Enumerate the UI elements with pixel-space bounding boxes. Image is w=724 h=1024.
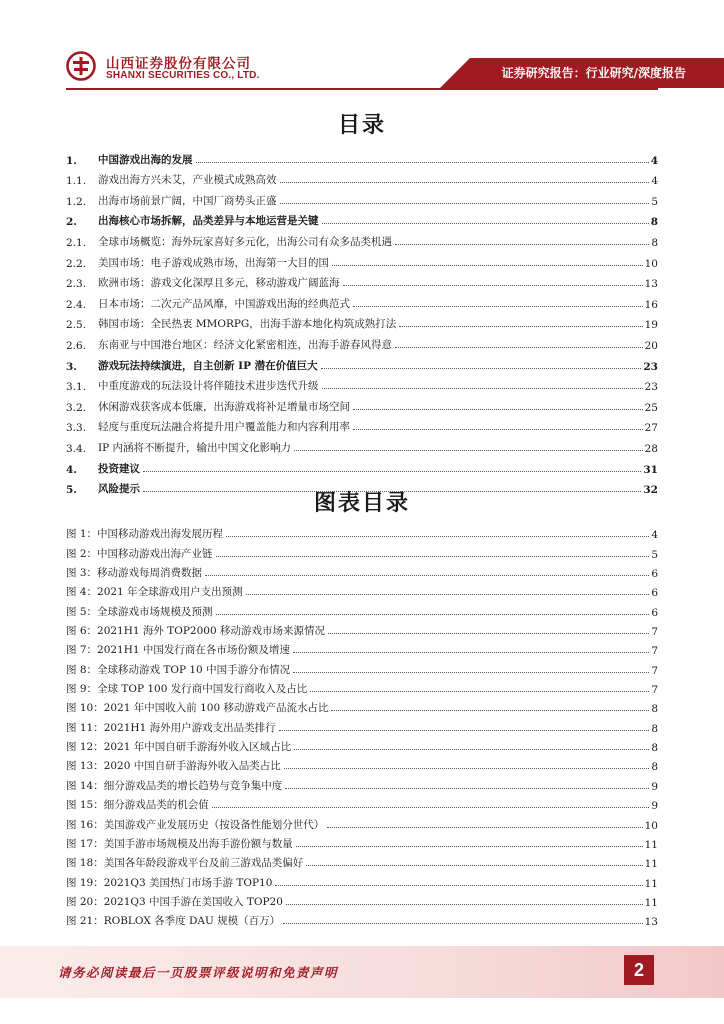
figure-entry[interactable]	[66, 541, 658, 560]
toc-entry-label: 中国游戏出海的发展	[98, 153, 193, 166]
toc-entry-page: 10	[644, 257, 658, 270]
dot-leader	[343, 285, 643, 286]
toc-entry[interactable]	[66, 187, 658, 208]
figure-entry[interactable]	[66, 580, 658, 599]
dot-leader	[353, 306, 643, 307]
figure-list	[66, 522, 658, 928]
dot-leader	[294, 450, 643, 451]
company-logo	[66, 51, 96, 81]
toc-entry[interactable]	[66, 331, 658, 352]
dot-leader	[331, 710, 649, 711]
toc-entry-page: 28	[644, 442, 658, 455]
figure-entry[interactable]	[66, 619, 658, 638]
figure-entry[interactable]	[66, 812, 658, 831]
company-name-cn: 山西证券股份有限公司	[106, 56, 251, 72]
toc-entry[interactable]	[66, 373, 658, 394]
dot-leader	[216, 556, 650, 557]
toc-entry[interactable]	[66, 290, 658, 311]
figure-entry-page: 4	[651, 529, 658, 542]
figure-list-title: 图表目录	[313, 491, 410, 516]
figure-entry-label: 图 16：美国游戏产业发展历史（按设备性能划分世代）	[66, 818, 325, 831]
figure-entry-page: 6	[651, 568, 658, 581]
figure-entry-page: 7	[651, 684, 658, 697]
toc-entry-number: 2.	[66, 216, 77, 229]
figure-entry-page: 7	[651, 664, 658, 677]
figure-entry[interactable]	[66, 522, 658, 541]
report-type: 证券研究报告：行业研究/深度报告	[501, 66, 686, 80]
figure-entry[interactable]	[66, 561, 658, 580]
figure-entry-page: 8	[651, 722, 658, 735]
figure-entry-label: 图 21：ROBLOX 各季度 DAU 规模（百万）	[66, 915, 281, 928]
toc-entry-page: 8	[651, 236, 658, 249]
dot-leader	[283, 923, 642, 924]
figure-entry[interactable]	[66, 870, 658, 889]
figure-entry[interactable]	[66, 696, 658, 715]
toc-entry-label: 轻度与重度玩法融合将提升用户覆盖能力和内容利用率	[98, 421, 350, 434]
footer-disclaimer: 请务必阅读最后一页股票评级说明和免责声明	[58, 965, 339, 980]
toc-entry-label: 出海核心市场拆解，品类差异与本地运营是关键	[98, 215, 319, 228]
figure-entry-label: 图 20：2021Q3 中国手游在美国收入 TOP20	[66, 895, 283, 908]
figure-entry-page: 8	[651, 761, 658, 774]
toc-entry-number: 3.3.	[66, 422, 87, 435]
toc-entry-page: 27	[644, 422, 658, 435]
toc-entry-label: 中重度游戏的玩法设计将伴随技术进步迭代升级	[98, 380, 319, 393]
toc-entry-page: 19	[644, 319, 658, 332]
toc-entry-page: 4	[650, 154, 658, 167]
dot-leader	[293, 652, 649, 653]
dot-leader	[143, 471, 641, 472]
toc-entry[interactable]	[66, 228, 658, 249]
toc-entry-number: 1.	[66, 154, 77, 167]
toc-entry-number: 5.	[66, 484, 77, 497]
figure-entry[interactable]	[66, 890, 658, 909]
dot-leader	[353, 409, 643, 410]
figure-entry-page: 11	[644, 877, 658, 890]
dot-leader	[353, 429, 643, 430]
dot-leader	[275, 885, 642, 886]
toc-entry-page: 23	[643, 360, 658, 373]
figure-entry[interactable]	[66, 657, 658, 676]
dot-leader	[279, 730, 650, 731]
toc-entry-label: 游戏出海方兴未艾，产业模式成熟高效	[98, 174, 277, 187]
toc-entry-label: 日本市场：二次元产品风靡，中国游戏出海的经典范式	[98, 297, 350, 310]
toc-entry-page: 25	[644, 401, 658, 414]
dot-leader	[306, 865, 642, 866]
toc-entry-number: 1.1.	[66, 175, 87, 188]
figure-entry-label: 图 7：2021H1 中国发行商在各市场份额及增速	[66, 644, 290, 657]
figure-entry[interactable]	[66, 599, 658, 618]
toc-entry-number: 2.4.	[66, 298, 87, 311]
figure-entry-label: 图 5：全球游戏市场规模及预测	[66, 605, 213, 618]
toc-entry-page: 23	[644, 381, 658, 394]
toc-entry-number: 3.4.	[66, 442, 87, 455]
figure-entry-page: 8	[651, 703, 658, 716]
dot-leader	[395, 244, 649, 245]
figure-entry-label: 图 10：2021 年中国收入前 100 移动游戏产品流水占比	[66, 702, 329, 715]
toc-entry-number: 3.2.	[66, 401, 87, 414]
toc-entry-number: 4.	[66, 463, 77, 476]
dot-leader	[322, 223, 649, 224]
figure-entry-label: 图 18：美国各年龄段游戏平台及前三游戏品类偏好	[66, 857, 304, 870]
toc-entry-label: 休闲游戏获客成本低廉，出海游戏将补足增量市场空间	[98, 400, 350, 413]
figure-entry-label: 图 9：全球 TOP 100 发行商中国发行商收入及占比	[66, 683, 308, 696]
toc-entry[interactable]	[66, 352, 658, 373]
figure-entry[interactable]	[66, 638, 658, 657]
toc-entry-number: 2.6.	[66, 339, 87, 352]
dot-leader	[205, 575, 649, 576]
toc-entry[interactable]	[66, 414, 658, 435]
figure-entry-page: 9	[651, 800, 658, 813]
dot-leader	[296, 846, 643, 847]
toc-entry-label: 东南亚与中国港台地区：经济文化紧密相连，出海手游春风得意	[98, 338, 392, 351]
toc-title: 目录	[337, 113, 386, 138]
toc-entry[interactable]	[66, 208, 658, 229]
dot-leader	[332, 265, 643, 266]
page-number: 2	[624, 955, 654, 985]
figure-entry-page: 7	[651, 645, 658, 658]
toc-entry-label: 韩国市场：全民热衷 MMORPG，出海手游本地化构筑成熟打法	[98, 318, 397, 331]
toc-entry[interactable]	[66, 393, 658, 414]
dot-leader	[284, 768, 650, 769]
figure-entry-label: 图 6：2021H1 海外 TOP2000 移动游戏市场来源情况	[66, 625, 325, 638]
figure-entry-label: 图 12：2021 年中国自研手游海外收入区域占比	[66, 741, 292, 754]
dot-leader	[285, 788, 649, 789]
toc-entry[interactable]	[66, 146, 658, 167]
figure-entry-label: 图 19：2021Q3 美国热门市场手游 TOP10	[66, 876, 273, 889]
figure-entry-label: 图 8：全球移动游戏 TOP 10 中国手游分布情况	[66, 663, 291, 676]
figure-entry-label: 图 1：中国移动游戏出海发展历程	[66, 528, 224, 541]
toc-entry-label: IP 内涵将不断提升，输出中国文化影响力	[98, 441, 292, 454]
toc-entry-page: 31	[643, 463, 658, 476]
figure-entry-page: 10	[644, 819, 658, 832]
dot-leader	[399, 326, 642, 327]
figure-entry[interactable]	[66, 832, 658, 851]
toc-list	[66, 146, 658, 496]
figure-entry-label: 图 14：细分游戏品类的增长趋势与竞争集中度	[66, 779, 283, 792]
header-divider	[66, 88, 658, 90]
dot-leader	[322, 388, 643, 389]
toc-entry-page: 5	[651, 195, 658, 208]
figure-entry-page: 11	[644, 896, 658, 909]
toc-entry-number: 3.	[66, 360, 77, 373]
figure-entry-page: 7	[651, 626, 658, 639]
toc-entry-page: 13	[644, 278, 658, 291]
toc-entry-number: 3.1.	[66, 381, 87, 394]
dot-leader	[212, 807, 650, 808]
company-name-en: SHANXI SECURITIES CO., LTD.	[106, 70, 260, 81]
figure-entry[interactable]	[66, 851, 658, 870]
toc-entry[interactable]	[66, 249, 658, 270]
dot-leader	[327, 827, 642, 828]
dot-leader	[226, 536, 649, 537]
figure-entry[interactable]	[66, 793, 658, 812]
toc-entry-label: 投资建议	[98, 462, 140, 475]
toc-entry-label: 欧洲市场：游戏文化深厚且多元，移动游戏广阔蓝海	[98, 277, 340, 290]
toc-entry-page: 32	[643, 484, 658, 497]
toc-entry[interactable]	[66, 270, 658, 291]
toc-entry-number: 1.2.	[66, 195, 87, 208]
toc-entry-label: 游戏玩法持续演进，自主创新 IP 潜在价值巨大	[98, 359, 318, 372]
toc-entry-label: 全球市场概览：海外玩家喜好多元化，出海公司有众多品类机遇	[98, 235, 392, 248]
figure-entry-page: 5	[651, 548, 658, 561]
figure-entry[interactable]	[66, 735, 658, 754]
toc-entry-page: 20	[644, 339, 658, 352]
toc-entry-number: 2.2.	[66, 257, 87, 270]
figure-entry[interactable]	[66, 754, 658, 773]
toc-entry-page: 4	[651, 175, 658, 188]
dot-leader	[321, 368, 642, 369]
dot-leader	[246, 594, 650, 595]
figure-entry-label: 图 3：移动游戏每周消费数据	[66, 567, 203, 580]
figure-entry[interactable]	[66, 773, 658, 792]
dot-leader	[328, 633, 649, 634]
toc-entry-label: 美国市场：电子游戏成熟市场，出海第一大目的国	[98, 256, 329, 269]
figure-entry[interactable]	[66, 715, 658, 734]
figure-entry-label: 图 4：2021 年全球游戏用户支出预测	[66, 586, 243, 599]
toc-entry-page: 16	[644, 298, 658, 311]
toc-entry[interactable]	[66, 167, 658, 188]
dot-leader	[216, 614, 650, 615]
dot-leader	[280, 203, 650, 204]
dot-leader	[196, 162, 649, 163]
toc-entry[interactable]	[66, 455, 658, 476]
figure-entry-label: 图 15：细分游戏品类的机会值	[66, 799, 209, 812]
figure-entry[interactable]	[66, 677, 658, 696]
toc-entry-number: 2.5.	[66, 319, 87, 332]
figure-entry-page: 8	[651, 742, 658, 755]
figure-entry-page: 6	[651, 606, 658, 619]
figure-entry-label: 图 11：2021H1 海外用户游戏支出品类排行	[66, 721, 276, 734]
dot-leader	[293, 672, 649, 673]
figure-entry-label: 图 13：2020 中国自研手游海外收入品类占比	[66, 760, 281, 773]
dot-leader	[395, 347, 643, 348]
figure-entry-page: 13	[644, 916, 658, 929]
figure-entry[interactable]	[66, 909, 658, 928]
toc-entry-number: 2.3.	[66, 278, 87, 291]
toc-entry[interactable]	[66, 311, 658, 332]
toc-entry-number: 2.1.	[66, 236, 87, 249]
dot-leader	[286, 904, 643, 905]
toc-entry[interactable]	[66, 434, 658, 455]
figure-entry-page: 9	[651, 780, 658, 793]
toc-entry-page: 8	[650, 216, 658, 229]
figure-entry-page: 6	[651, 587, 658, 600]
toc-entry-label: 风险提示	[98, 483, 140, 496]
dot-leader	[280, 182, 650, 183]
figure-entry-label: 图 17：美国手游市场规模及出海手游份额与数量	[66, 837, 293, 850]
dot-leader	[294, 749, 649, 750]
figure-entry-page: 11	[644, 838, 658, 851]
figure-entry-page: 11	[644, 858, 658, 871]
dot-leader	[310, 691, 649, 692]
figure-entry-label: 图 2：中国移动游戏出海产业链	[66, 547, 213, 560]
toc-entry-label: 出海市场前景广阔，中国厂商势头正盛	[98, 194, 277, 207]
